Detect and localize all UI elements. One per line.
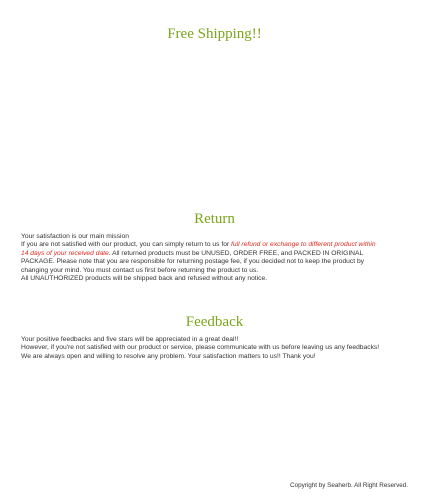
free-shipping-heading: Free Shipping!! (167, 26, 262, 42)
return-line-2 (21, 241, 413, 249)
feedback-line-2: However, if you're not satisfied with our product or service, please communicate with us before leaving us any feedbacks! (21, 344, 380, 352)
feedback-heading: Feedback (185, 314, 244, 330)
return-line-5: changing your mind. You must contact us first before returning the product to us. (21, 266, 259, 274)
return-refund-highlight: full refund or exchange to different product within (231, 241, 376, 249)
feedback-text (21, 336, 413, 361)
return-line-2-text: If you are not satisfied with our product, you can simply return to us for (21, 241, 232, 249)
return-line-4: PACKAGE. Please note that you are responsible for returning postage fee, if you decided not to keep the product by (21, 258, 365, 266)
return-days-highlight: 14 days of your received date (21, 249, 109, 257)
return-heading: Return (194, 211, 235, 227)
feedback-line-3: We are always open and willing to resolve any problem. Your satisfaction matters to us!! Thank you! (21, 352, 316, 360)
return-mission-line: Your satisfaction is our main mission (21, 233, 129, 240)
return-line-6: All UNAUTHORIZED products will be shipped back and refused without any notice. (21, 275, 268, 283)
copyright-notice: Copyright by Seaherb. All Right Reserved. (290, 482, 408, 489)
return-line-3 (21, 250, 413, 258)
return-policy-text (21, 233, 413, 283)
feedback-line-1: Your positive feedbacks and five stars will be appreciated in a great deal!! (21, 336, 239, 343)
return-line-3-text: . All returned products must be UNUSED, ORDER FREE, and PACKED IN ORIGINAL (108, 249, 364, 257)
